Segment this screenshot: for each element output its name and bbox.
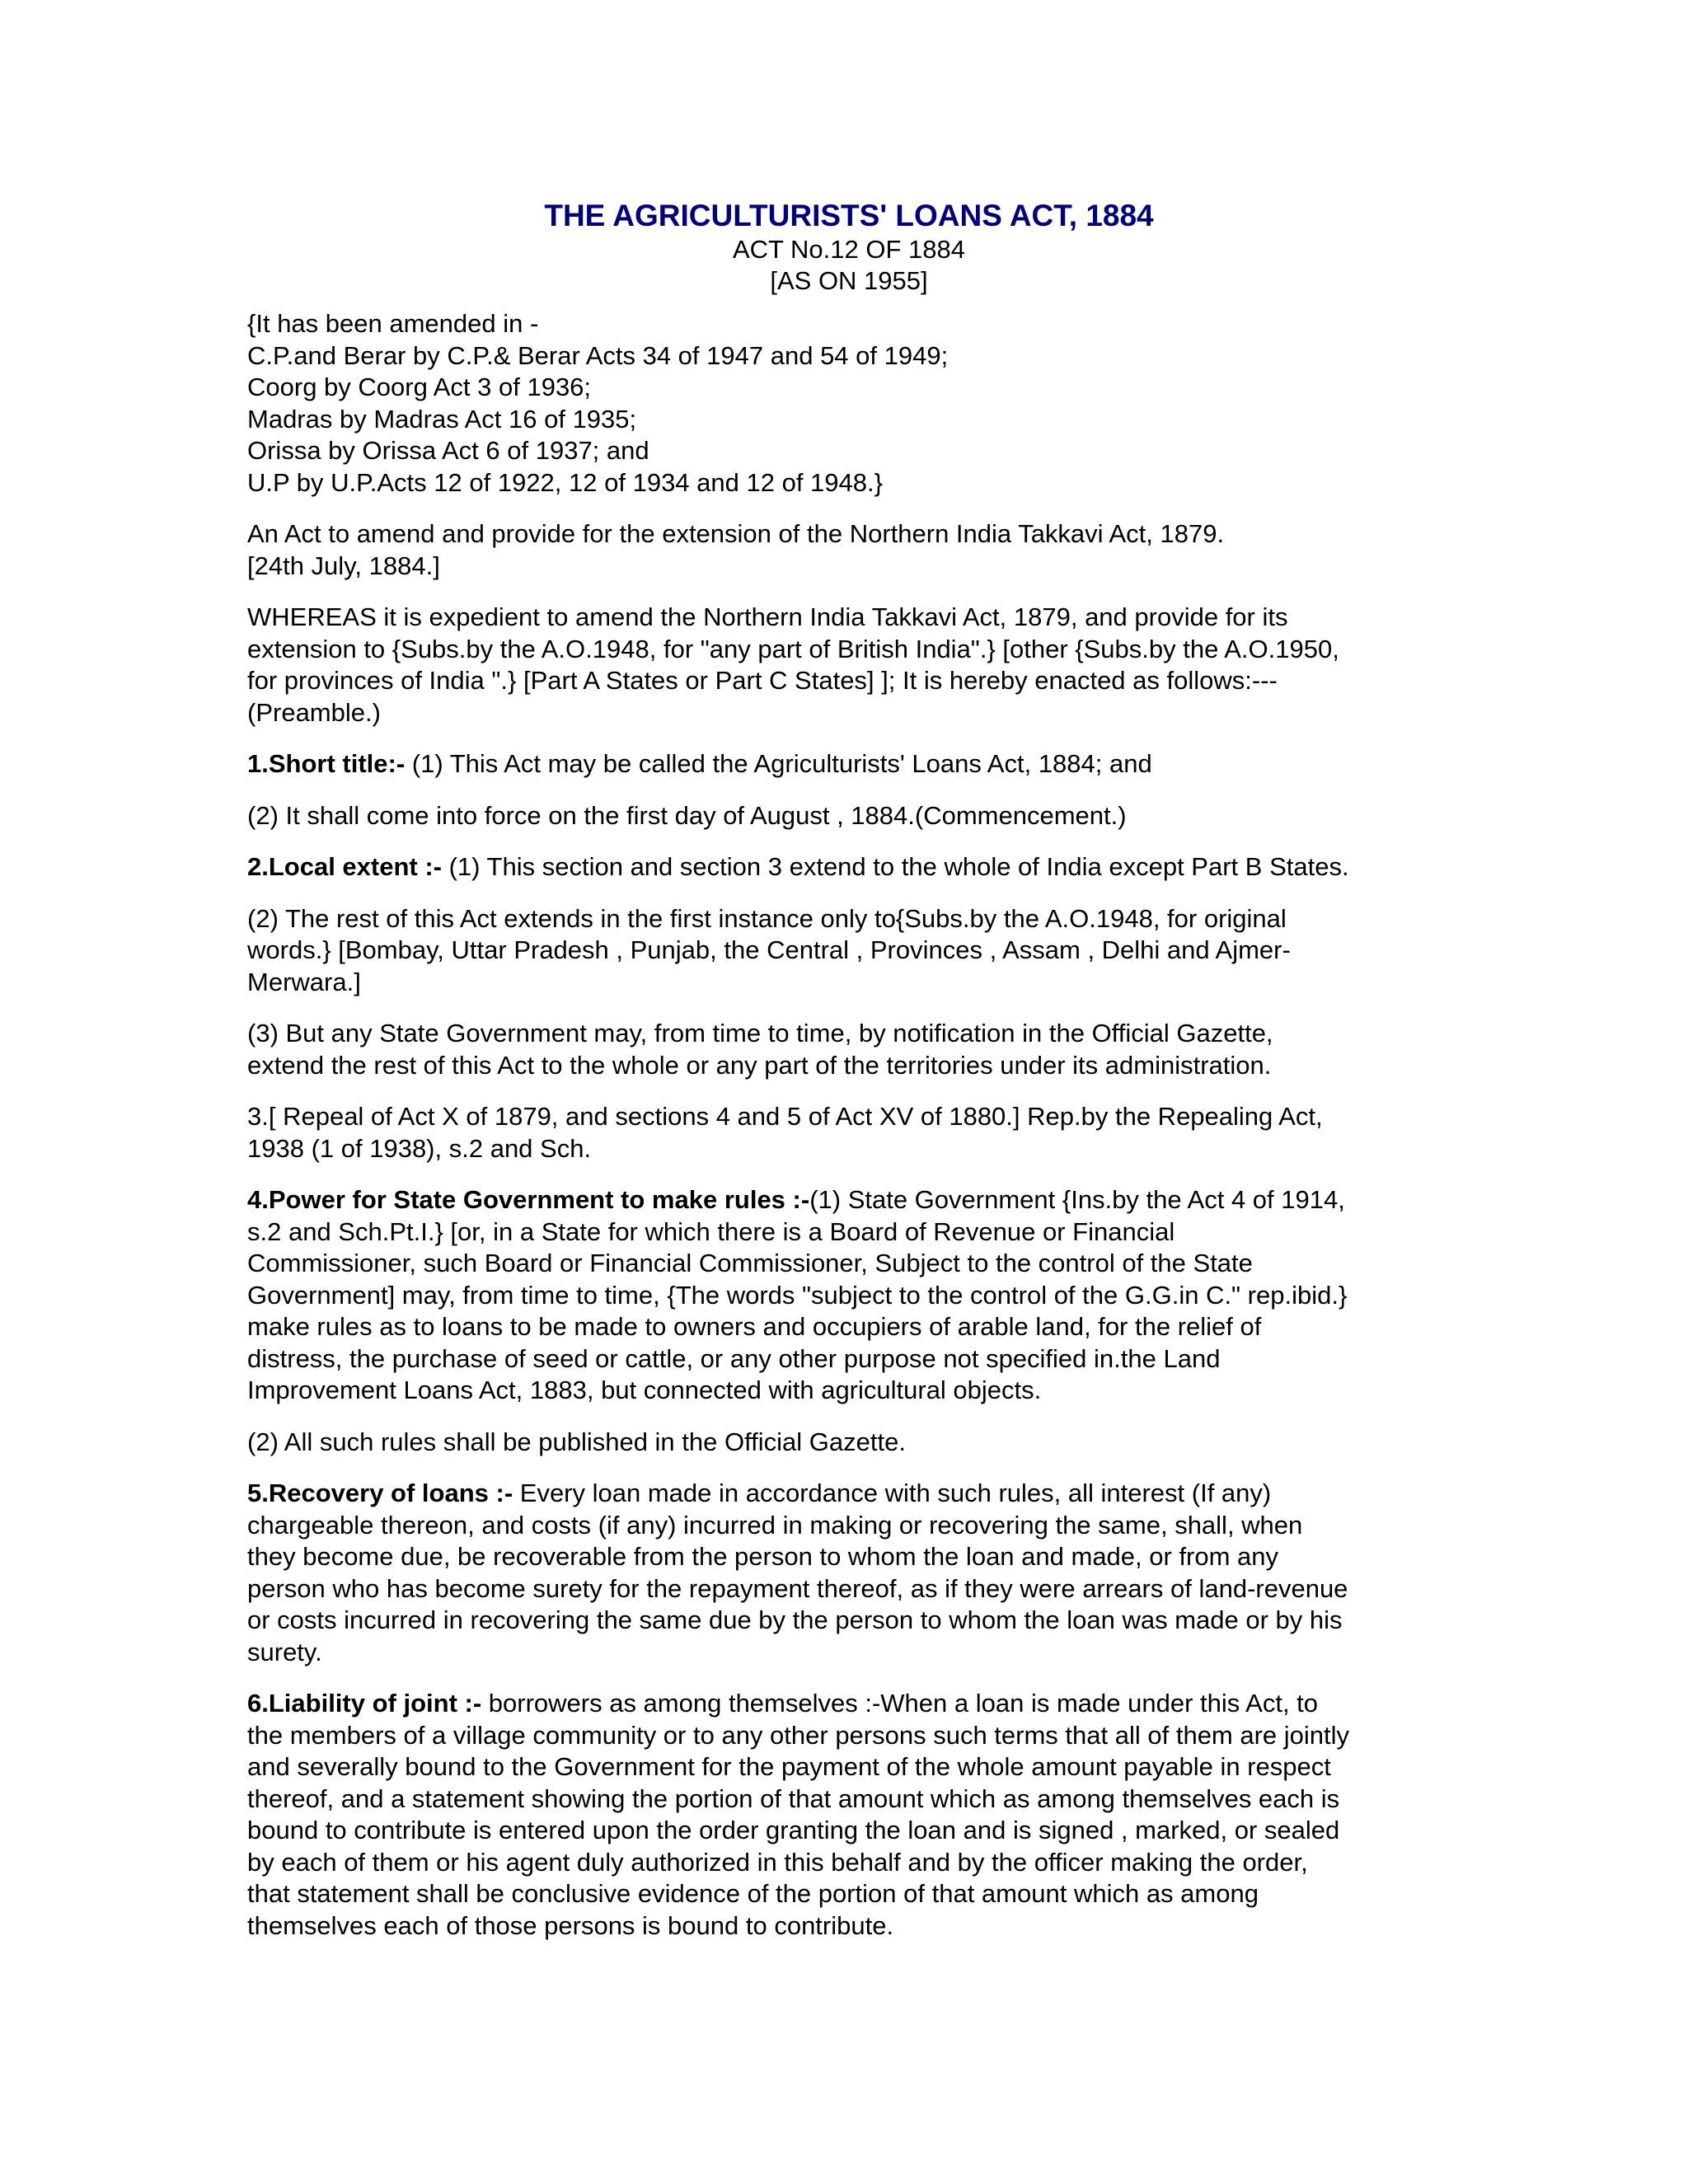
section-2-subsection-3 (247, 1018, 1451, 1081)
preamble (247, 602, 1451, 729)
amendment-line: U.P by U.P.Acts 12 of 1922, 12 of 1934 and 12 of 1948.} (247, 467, 883, 497)
section-text: (1) This Act may be called the Agriculturists' Loans Act, 1884; and (405, 749, 1152, 778)
section-line: surety. (247, 1637, 322, 1666)
amendment-line: Coorg by Coorg Act 3 of 1936; (247, 373, 592, 401)
section-line: 1938 (1 of 1938), s.2 and Sch. (247, 1133, 592, 1163)
section-line: (2) It shall come into force on the first day of August , 1884.(Commencement.) (247, 800, 1127, 830)
section-4 (247, 1184, 1451, 1407)
section-line: the members of a village community or to any other persons such terms that all of them are jointly (247, 1720, 1350, 1750)
preamble-line: WHEREAS it is expedient to amend the Northern India Takkavi Act, 1879, and provide for its (247, 602, 1288, 631)
section-line: extend the rest of this Act to the whole or any part of the territories under its administration. (247, 1050, 1272, 1080)
document-title: THE AGRICULTURISTS' LOANS ACT, 1884 (544, 199, 1154, 232)
section-heading: 6.Liability of joint :- (247, 1689, 482, 1718)
long-title (247, 518, 1451, 582)
section-text: (1) This section and section 3 extend to the whole of India except Part B States. (442, 852, 1349, 881)
section-heading: 1.Short title:- (247, 749, 406, 778)
section-line: Merwara.] (247, 967, 361, 996)
section-line: themselves each of those persons is bound to contribute. (247, 1910, 894, 1940)
section-heading: 5.Recovery of loans :- (247, 1479, 513, 1507)
section-line: chargeable thereon, and costs (if any) incurred in making or recovering the same, shall, when (247, 1510, 1303, 1540)
section-6 (247, 1688, 1451, 1942)
section-line: Improvement Loans Act, 1883, but connected with agricultural objects. (247, 1376, 1042, 1404)
section-line: s.2 and Sch.Pt.I.} [or, in a State for which there is a Board of Revenue or Financial (247, 1216, 1175, 1246)
section-line (247, 1478, 1451, 1510)
preamble-line: extension to {Subs.by the A.O.1948, for "any part of British India".} [other {Subs.by the A.O.1950, (247, 634, 1339, 663)
section-line: bound to contribute is entered upon the order granting the loan and is signed , marked, or sealed (247, 1816, 1340, 1844)
section-line: by each of them or his agent duly authorized in this behalf and by the officer making the order, (247, 1847, 1308, 1877)
amendment-line: {It has been amended in - (247, 309, 539, 338)
preamble-line: for provinces of India ".} [Part A States or Part C States] ]; It is hereby enacted as follows:--- (247, 666, 1278, 695)
section-line: person who has become surety for the repayment thereof, as if they were arrears of land-revenue (247, 1573, 1348, 1603)
section-line (247, 1184, 1451, 1216)
document-page (247, 198, 1451, 1961)
section-line: and severally bound to the Government for the payment of the whole amount payable in respect (247, 1752, 1331, 1781)
section-line: Government] may, from time to time, {The words "subject to the control of the G.G.in C." rep.ibid.} (247, 1280, 1348, 1310)
section-line: Commissioner, such Board or Financial Commissioner, Subject to the control of the State (247, 1249, 1253, 1277)
section-1-subsection-2 (247, 800, 1451, 832)
section-2 (247, 851, 1451, 883)
amendment-line: Madras by Madras Act 16 of 1935; (247, 404, 637, 434)
section-line: they become due, be recoverable from the person to whom the loan and made, or from any (247, 1542, 1279, 1571)
amendments-note (247, 308, 1451, 499)
section-line: (2) All such rules shall be published in the Official Gazette. (247, 1427, 906, 1456)
section-line: (2) The rest of this Act extends in the first instance only to{Subs.by the A.O.1948, for original (247, 903, 1287, 933)
amendment-line: Orissa by Orissa Act 6 of 1937; and (247, 436, 649, 465)
section-line (247, 1688, 1451, 1720)
section-1 (247, 748, 1451, 780)
section-line (247, 851, 1451, 883)
section-line: that statement shall be conclusive evidence of the portion of that amount which as among (247, 1879, 1259, 1908)
section-text: (1) State Government {Ins.by the Act 4 of 1914, (809, 1185, 1345, 1214)
amendment-line: C.P.and Berar by C.P.& Berar Acts 34 of 1947 and 54 of 1949; (247, 340, 949, 370)
section-line: make rules as to loans to be made to owners and occupiers of arable land, for the relief of (247, 1312, 1262, 1341)
act-number: ACT No.12 OF 1884 (732, 235, 965, 264)
section-line: or costs incurred in recovering the same due by the person to whom the loan was made or by his (247, 1605, 1343, 1634)
long-title-line: An Act to amend and provide for the extension of the Northern India Takkavi Act, 1879. (247, 519, 1225, 548)
section-5 (247, 1478, 1451, 1668)
section-text: Every loan made in accordance with such rules, all interest (If any) (513, 1479, 1272, 1507)
section-line: thereof, and a statement showing the portion of that amount which as among themselves each is (247, 1783, 1340, 1813)
section-line: 3.[ Repeal of Act X of 1879, and sections 4 and 5 of Act XV of 1880.] Rep.by the Repealing Act, (247, 1102, 1323, 1131)
preamble-line: (Preamble.) (247, 697, 381, 727)
as-on-date: [AS ON 1955] (770, 266, 928, 295)
section-line: distress, the purchase of seed or cattle, or any other purpose not specified in.the Land (247, 1343, 1221, 1373)
section-heading: 2.Local extent :- (247, 852, 442, 881)
section-2-subsection-2 (247, 903, 1451, 999)
enactment-date: [24th July, 1884.] (247, 551, 440, 580)
section-4-subsection-2 (247, 1427, 1451, 1459)
section-text: borrowers as among themselves :-When a loan is made under this Act, to (481, 1689, 1319, 1718)
section-3 (247, 1101, 1451, 1165)
section-line (247, 748, 1451, 780)
section-heading: 4.Power for State Government to make rules :- (247, 1185, 810, 1214)
section-line: (3) But any State Government may, from time to time, by notification in the Official Gazette, (247, 1019, 1273, 1047)
section-line: words.} [Bombay, Uttar Pradesh , Punjab, the Central , Provinces , Assam , Delhi and Ajmer- (247, 935, 1291, 964)
